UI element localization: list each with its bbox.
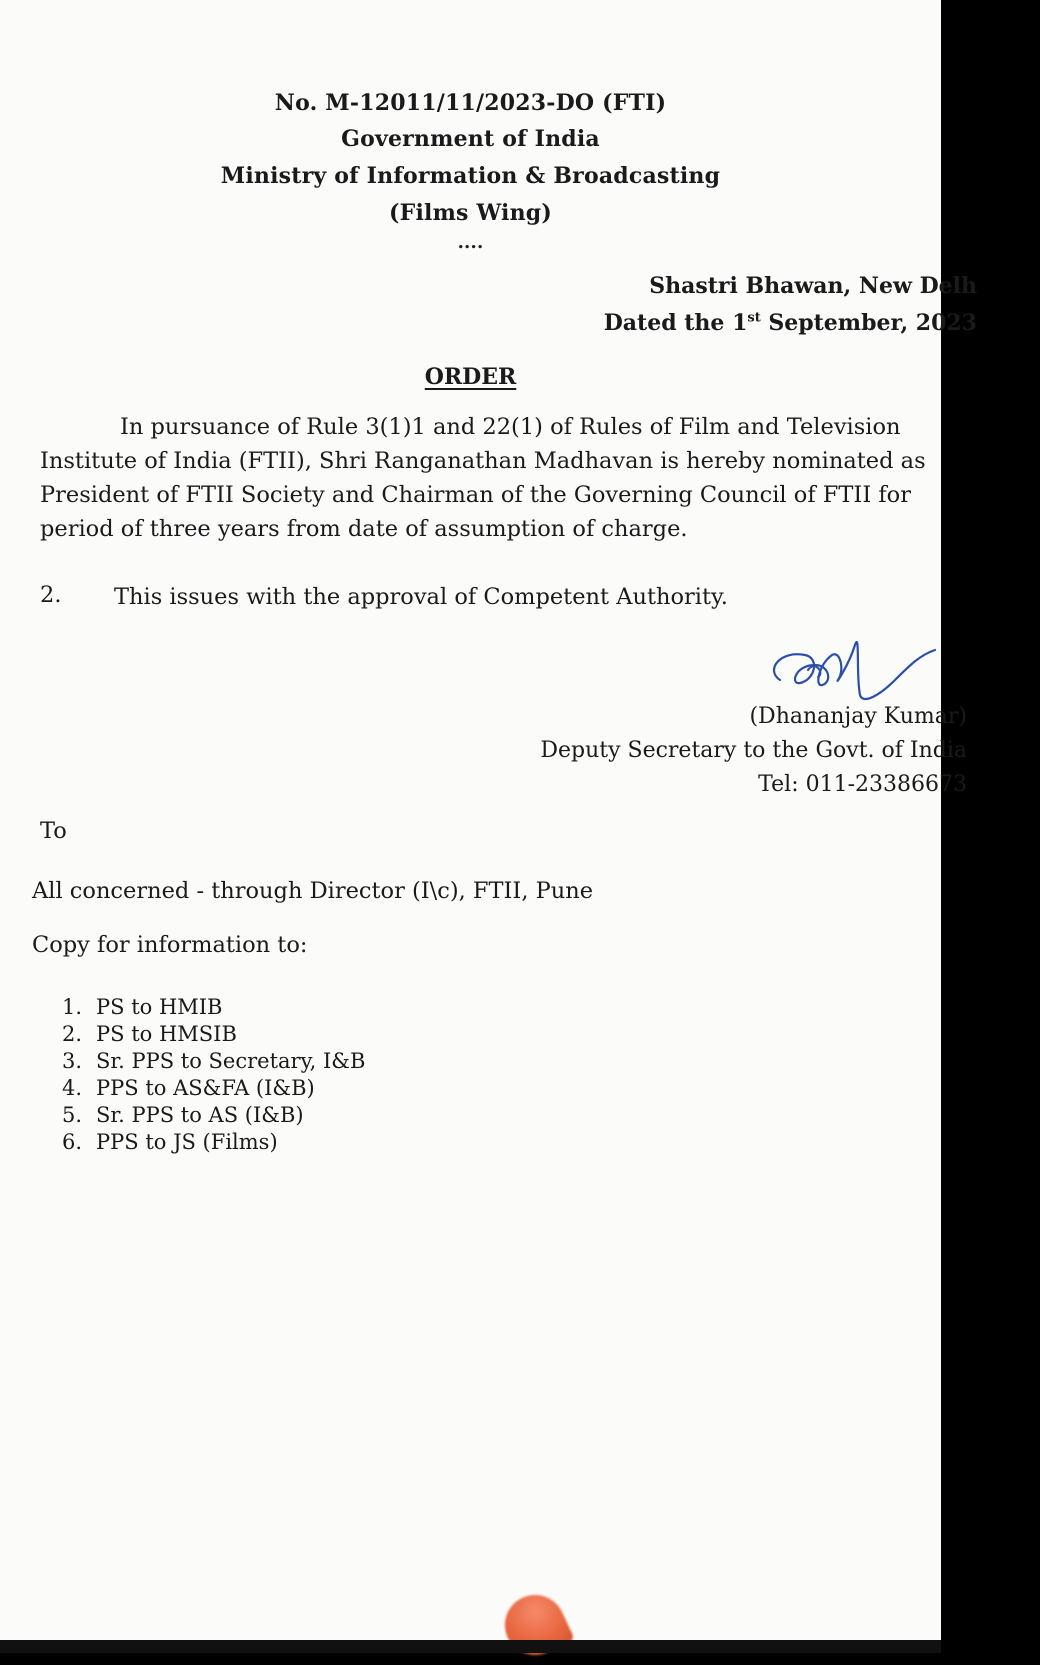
signatory-designation: Deputy Secretary to the Govt. of India bbox=[540, 738, 967, 763]
list-item: 3. Sr. PPS to Secretary, I&B bbox=[62, 1049, 366, 1073]
wing-heading: (Films Wing) bbox=[389, 200, 552, 226]
paragraph-2-text: This issues with the approval of Competent Authority. bbox=[114, 584, 728, 610]
order-paragraph-1 bbox=[40, 410, 1040, 546]
date-suffix: st bbox=[747, 310, 761, 326]
place-line: Shastri Bhawan, New Delh bbox=[649, 273, 977, 299]
list-item: 6. PPS to JS (Films) bbox=[62, 1130, 278, 1154]
copy-list bbox=[62, 994, 365, 1156]
header-dots: .... bbox=[457, 232, 484, 253]
date-rest: September, 2023 bbox=[760, 310, 977, 336]
list-item: 4. PPS to AS&FA (I&B) bbox=[62, 1076, 315, 1100]
file-number: No. M-12011/11/2023-DO (FTI) bbox=[274, 90, 667, 116]
date-line bbox=[604, 310, 977, 336]
paragraph-line: In pursuance of Rule 3(1)1 and 22(1) of Rules of Film and Television bbox=[120, 414, 901, 440]
bottom-bar bbox=[0, 1640, 941, 1653]
to-label: To bbox=[40, 818, 67, 844]
paragraph-line: Institute of India (FTII), Shri Ranganathan Madhavan is hereby nominated as bbox=[40, 448, 926, 474]
signatory-tel: Tel: 011-23386673 bbox=[758, 772, 967, 797]
list-item: 2. PS to HMSIB bbox=[62, 1022, 237, 1046]
addressee: All concerned - through Director (I\c), FTII, Pune bbox=[32, 878, 594, 904]
list-item: 5. Sr. PPS to AS (I&B) bbox=[62, 1103, 304, 1127]
list-item: 1. PS to HMIB bbox=[62, 995, 223, 1019]
copy-label: Copy for information to: bbox=[32, 932, 308, 958]
ministry-heading: Ministry of Information & Broadcasting bbox=[220, 163, 721, 189]
paragraph-2-number: 2. bbox=[40, 582, 62, 608]
paragraph-line: President of FTII Society and Chairman of the Governing Council of FTII for bbox=[40, 482, 911, 508]
signatory-name: (Dhananjay Kumar) bbox=[749, 704, 967, 729]
paragraph-line: period of three years from date of assumption of charge. bbox=[40, 516, 688, 542]
government-heading: Government of India bbox=[341, 126, 600, 152]
order-title: ORDER bbox=[424, 364, 517, 390]
date-prefix: Dated the 1 bbox=[603, 310, 748, 336]
